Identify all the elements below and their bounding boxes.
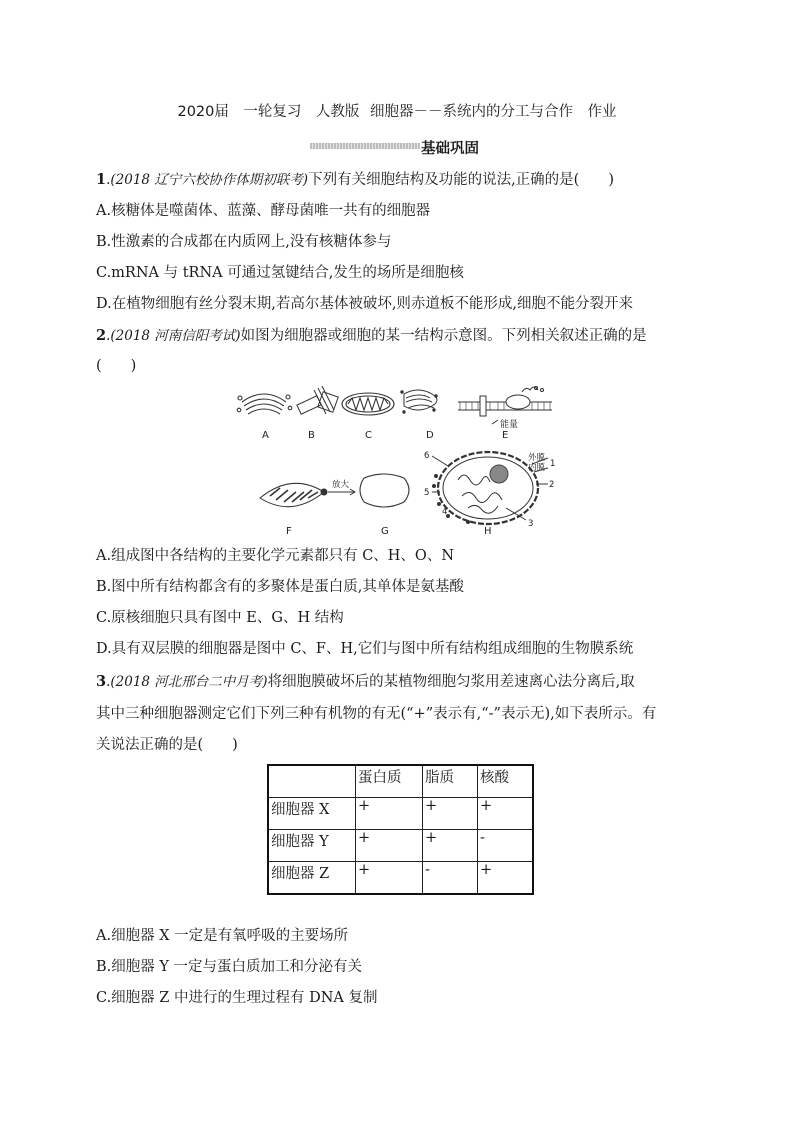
q2-option-b: B.图中所有结构都含有的多聚体是蛋白质,其单体是氨基酸 <box>96 579 464 595</box>
table-header-cell: 脂质 <box>423 765 478 798</box>
callout-3: 3 <box>528 519 534 529</box>
table-row <box>268 862 533 895</box>
magnify-label: 放大 <box>332 480 350 490</box>
q2-source: .(2018 河南信阳考试) <box>106 328 241 344</box>
q1-option-a: A.核糖体是噬菌体、蓝藻、酵母菌唯一共有的细胞器 <box>96 203 431 219</box>
q3-option-b: B.细胞器 Y 一定与蛋白质加工和分泌有关 <box>96 959 363 975</box>
q2-stem-text: 如图为细胞器或细胞的某一结构示意图。下列相关叙述正确的是 <box>240 328 647 344</box>
golgi-apparatus-drawing <box>237 394 292 414</box>
table-cell: + <box>356 798 423 830</box>
cell-membrane-drawing <box>458 387 552 425</box>
q1-source: .(2018 辽宁六校协作体期初联考) <box>106 172 309 188</box>
callout-6: 6 <box>424 451 430 461</box>
table-header-row <box>268 765 533 798</box>
table-cell: + <box>478 798 534 830</box>
endoplasmic-reticulum-drawing <box>401 390 437 413</box>
table-row <box>268 798 533 830</box>
q1-option-d: D.在植物细胞有丝分裂末期,若高尔基体被破坏,则赤道板不能形成,细胞不能分裂开来 <box>96 296 634 312</box>
q1-stem <box>96 170 614 190</box>
q3-stem-line1: 将细胞膜破坏后的某植物细胞匀浆用差速离心法分离后,取 <box>267 674 635 690</box>
fig-label-h: H <box>484 526 492 537</box>
table-header-cell: 蛋白质 <box>356 765 423 798</box>
q2-option-c: C.原核细胞只具有图中 E、G、H 结构 <box>96 610 344 626</box>
outer-membrane-label: 外膜 <box>528 453 546 463</box>
q2-option-a: A.组成图中各结构的主要化学元素都只有 C、H、O、N <box>96 548 455 564</box>
q1-number: 1 <box>96 171 107 188</box>
q3-stem <box>96 672 635 692</box>
table-cell: - <box>478 830 534 862</box>
q3-stem-line2: 其中三种细胞器测定它们下列三种有机物的有无(“+”表示有,“-”表示无),如下表所示。有 <box>96 706 657 722</box>
fig-label-g: G <box>381 526 389 537</box>
callout-1: 1 <box>550 459 556 469</box>
table-cell: + <box>478 862 534 895</box>
table-cell: + <box>356 862 423 895</box>
table-row-label: 细胞器 Y <box>268 830 356 862</box>
q2-stem <box>96 326 647 346</box>
callout-4: 4 <box>442 507 448 517</box>
cell-structure-g-drawing <box>360 474 409 507</box>
chloroplast-drawing <box>260 483 327 506</box>
q2-stem-bracket: ( ) <box>96 358 137 374</box>
q2-option-d: D.具有双层膜的细胞器是图中 C、F、H,它们与图中所有结构组成细胞的生物膜系统 <box>96 641 634 657</box>
inner-membrane-label: 内膜 <box>528 463 546 473</box>
fig-label-f: F <box>286 526 292 537</box>
table-cell: - <box>423 862 478 895</box>
mitochondrion-drawing <box>342 393 394 415</box>
table-header-cell: 核酸 <box>478 765 534 798</box>
q3-number: 3 <box>96 673 107 690</box>
fig-label-c: C <box>365 430 372 441</box>
callout-5: 5 <box>424 488 430 498</box>
table-cell: + <box>423 798 478 830</box>
q3-option-c: C.细胞器 Z 中进行的生理过程有 DNA 复制 <box>96 990 378 1006</box>
q1-option-b: B.性激素的合成都在内质网上,没有核糖体参与 <box>96 234 392 250</box>
fig-label-d: D <box>426 430 434 441</box>
centriole-drawing <box>297 386 338 414</box>
table-cell: + <box>356 830 423 862</box>
q1-option-c: C.mRNA 与 tRNA 可通过氢键结合,发生的场所是细胞核 <box>96 265 464 281</box>
organelle-diagram <box>236 380 556 538</box>
table-row-label: 细胞器 X <box>268 798 356 830</box>
q3-option-a: A.细胞器 X 一定是有氧呼吸的主要场所 <box>96 928 349 944</box>
fig-label-e: E <box>502 430 509 441</box>
q1-stem-text: 下列有关细胞结构及功能的说法,正确的是( ) <box>308 172 614 188</box>
q2-number: 2 <box>96 327 107 344</box>
q3-source: .(2018 河北邢台二中月考) <box>106 674 268 690</box>
organelle-table <box>267 764 534 895</box>
organelle-figure <box>236 380 556 538</box>
fig-label-a: A <box>262 430 269 441</box>
table-row <box>268 830 533 862</box>
energy-label: 能量 <box>500 420 519 430</box>
table-row-label: 细胞器 Z <box>268 862 356 895</box>
section-label: 基础巩固 <box>421 141 479 157</box>
callout-2: 2 <box>549 480 555 490</box>
table-cell: + <box>423 830 478 862</box>
section-heading <box>305 137 505 159</box>
section-decor-bar <box>310 143 420 149</box>
table-header-cell <box>268 765 356 798</box>
page-title: 2020届 一轮复习 人教版 细胞器－－系统内的分工与合作 作业 <box>177 104 617 120</box>
q3-stem-line3: 关说法正确的是( ) <box>96 737 238 753</box>
fig-label-b: B <box>308 430 315 441</box>
